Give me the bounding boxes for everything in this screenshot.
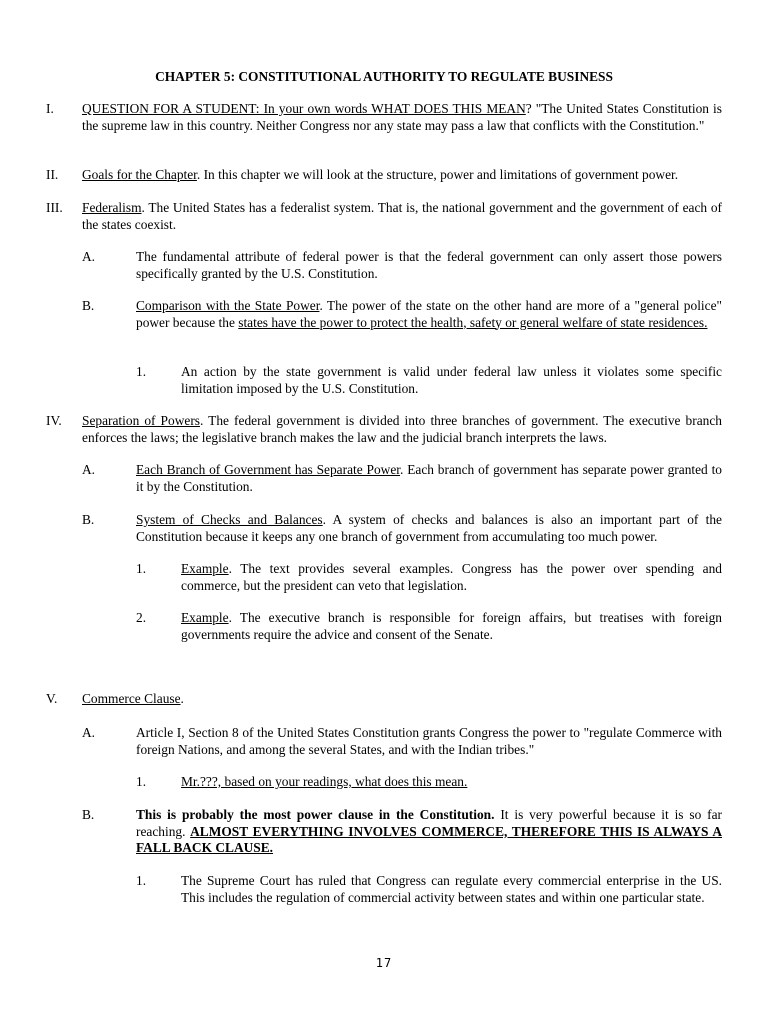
item-text: The fundamental attribute of federal power is that the federal government can only assert those powers specifically granted by the U.S. Constitution. (136, 249, 722, 281)
item-text (136, 807, 722, 857)
chapter-title: CHAPTER 5: CONSTITUTIONAL AUTHORITY TO REGULATE BUSINESS (155, 69, 613, 84)
section-text (82, 167, 722, 184)
item-letter: B. (82, 298, 95, 313)
item-body: . The power of the state on the other hand are more of a "general police" power because the (136, 298, 722, 330)
item-text (136, 462, 722, 495)
section-body: . The federal government is divided into three branches of government. The executive branch enforces the laws; the legislative branch makes the law and the judicial branch interprets the laws. (82, 413, 722, 445)
subitem-label: Example (181, 561, 229, 576)
page-number: 17 (375, 956, 393, 970)
section-body: . The United States has a federalist system. That is, the national government and the government of each of the states coexist. (82, 200, 722, 232)
section-v-a (82, 725, 722, 758)
item-letter: B. (82, 512, 95, 527)
section-text (82, 200, 722, 233)
section-number: III. (46, 200, 63, 215)
section-label: Federalism (82, 200, 142, 215)
item-body: It is very powerful because it is so far reaching. (136, 807, 723, 839)
subitem-text: The Supreme Court has ruled that Congress can regulate every commercial enterprise in the US. This includes the regulation of commercial activity between states and within one particular state. (181, 873, 722, 905)
item-emphasis: ALMOST EVERYTHING INVOLVES COMMERCE, THEREFORE THIS IS ALWAYS A FALL BACK CLAUSE. (136, 823, 722, 855)
item-letter: B. (82, 807, 95, 822)
subitem-text (181, 774, 722, 791)
section-iv-b-2 (136, 610, 722, 643)
subitem-number: 1. (136, 774, 147, 789)
section-number: II. (46, 167, 59, 182)
section-text (82, 413, 722, 446)
subitem-label: Example (181, 610, 229, 625)
section-text (82, 101, 722, 134)
section-iii (46, 200, 722, 233)
subitem-body: . The executive branch is responsible for foreign affairs, but treatises with foreign governments require the advice and consent of the Senate. (181, 610, 722, 642)
subitem-text: An action by the state government is valid under federal law unless it violates some specific limitation imposed by the U.S. Constitution. (181, 364, 722, 396)
section-v-b (82, 807, 722, 857)
subitem-text (181, 610, 722, 643)
section-label: Separation of Powers (82, 413, 200, 428)
section-number: V. (46, 691, 58, 706)
section-body: . (180, 691, 184, 706)
section-body: . In this chapter we will look at the structure, power and limitations of government power. (196, 167, 679, 182)
subitem-body: . The text provides several examples. Congress has the power over spending and commerce, but the president can veto that legislation. (181, 561, 722, 593)
item-bold: This is probably the most power clause in the Constitution. (136, 807, 495, 822)
item-text: Article I, Section 8 of the United States Constitution grants Congress the power to "regulate Commerce with foreign Nations, and among the several States, and with the Indian tribes." (136, 725, 722, 757)
section-label: QUESTION FOR A STUDENT: In your own words WHAT DOES THIS MEAN (82, 101, 526, 116)
item-letter: A. (82, 462, 96, 477)
item-letter: A. (82, 249, 96, 264)
section-iv-b-1 (136, 561, 722, 594)
item-body: . A system of checks and balances is also an important part of the Constitution because it keeps any one branch of government from accumulating too much power. (136, 512, 722, 544)
section-ii (46, 167, 722, 184)
section-iv (46, 413, 722, 446)
subitem-text (181, 561, 722, 594)
subitem-number: 2. (136, 610, 147, 625)
section-v (46, 691, 722, 708)
section-i (46, 101, 722, 134)
section-iii-b (82, 298, 722, 331)
item-label: Each Branch of Government has Separate Power (136, 462, 401, 477)
subitem-label: Mr.???, based on your readings, what does this mean. (181, 774, 468, 789)
item-emphasis: states have the power to protect the health, safety or general welfare of state residences. (238, 314, 708, 330)
item-text (136, 512, 722, 545)
section-number: IV. (46, 413, 62, 428)
subitem-number: 1. (136, 364, 147, 379)
section-iii-a (82, 249, 722, 282)
section-label: Commerce Clause (82, 691, 181, 706)
section-iii-b-1 (136, 364, 722, 397)
item-text (136, 298, 722, 331)
section-v-a-1 (136, 774, 722, 791)
item-label: System of Checks and Balances (136, 512, 323, 527)
section-label: Goals for the Chapter (82, 167, 197, 182)
section-body: ? "The United States Constitution is the supreme law in this country. Neither Congress nor any state may pass a law that conflicts with the Constitution." (82, 101, 722, 133)
subitem-number: 1. (136, 873, 147, 888)
item-letter: A. (82, 725, 96, 740)
section-number: I. (46, 101, 54, 116)
section-iv-b (82, 512, 722, 545)
subitem-number: 1. (136, 561, 147, 576)
section-text (82, 691, 722, 708)
item-label: Comparison with the State Power (136, 298, 320, 313)
section-v-b-1 (136, 873, 722, 906)
section-iv-a (82, 462, 722, 495)
item-body: . Each branch of government has separate power granted to it by the Constitution. (136, 462, 723, 494)
